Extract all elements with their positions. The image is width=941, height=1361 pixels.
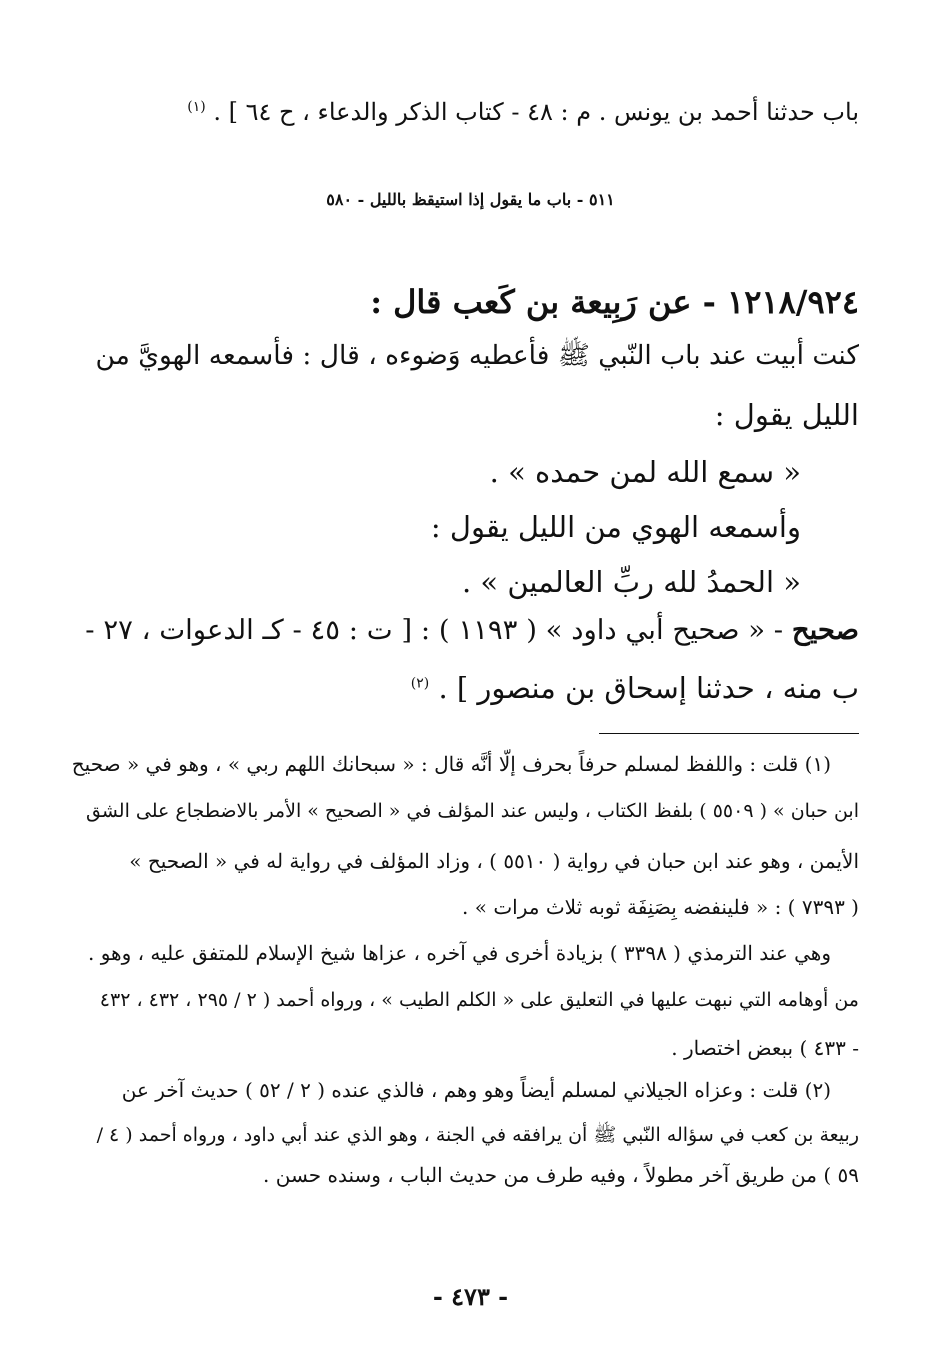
footnote-ref-2: (٢) [410, 675, 430, 692]
hadith-source-line [411, 671, 859, 705]
footnote-ref-1: (١) [187, 99, 206, 115]
page-number: - ٤٧٣ - [432, 1282, 509, 1311]
continuation-line [187, 98, 859, 126]
hadith-source-cont: ب منه ، حدثنا إسحاق بن منصور ] . [438, 671, 859, 705]
footnote-line: وهي عند الترمذي ( ٣٣٩٨ ) بزيادة أخرى في آخره ، عزاها شيخ الإسلام للمتفق عليه ، وهو . [88, 941, 831, 965]
hadith-grade: صحيح [791, 614, 859, 646]
footnote-line: ابن حبان » ( ٥٥٠٩ ) بلفظ الكتاب ، وليس عند المؤلف في « الصحيح » الأمر بالاضطجاع على الشق [85, 800, 859, 822]
footnote-divider [599, 733, 859, 734]
hadith-text-line: وأسمعه الهوي من الليل يقول : [430, 510, 801, 544]
hadith-text-line: « سمع الله لمن حمده » . [489, 455, 801, 489]
footnote-line: (٢) قلت : وعزاه الجيلاني لمسلم أيضاً وهو وهم ، فالذي عنده ( ٢ / ٥٢ ) حديث آخر عن [121, 1078, 831, 1102]
hadith-source: - « صحيح أبي داود » ( ١١٩٣ ) : [ ت : ٤٥ - كـ الدعوات ، ٢٧ - [85, 614, 792, 646]
footnote-line: ربيعة بن كعب في سؤاله النّبي ﷺ أن يرافقه في الجنة ، وهو الذي عند أبي داود ، ورواه أحمد ( ٤ / [96, 1124, 859, 1146]
footnote-line: - ٤٣٣ ) ببعض اختصار . [671, 1036, 859, 1060]
footnote-line: ٥٩ ) من طريق آخر مطولاً ، وفيه طرف من حديث الباب ، وسنده حسن . [263, 1163, 859, 1187]
footnote-line: الأيمن ، وهو عند ابن حبان في رواية ( ٥٥١٠ ) ، وزاد المؤلف في رواية له في « الصحيح » [129, 849, 859, 873]
footnote-line: ( ٧٣٩٣ ) : « فلينفضه بِصَنِفَة ثوبه ثلاث مرات » . [462, 895, 859, 919]
chapter-title: ٥١١ - باب ما يقول إذا استيقظ بالليل - ٥٨٠ [326, 190, 615, 209]
hadith-text-line: « الحمدُ لله ربِّ العالمين » . [461, 565, 801, 599]
footnote-line: (١) قلت : واللفظ لمسلم حرفاً بحرف إلّا أنَّه قال : « سبحانك اللهم ربي » ، وهو في « صحيح [71, 752, 831, 776]
continuation-text: باب حدثنا أحمد بن يونس . م : ٤٨ - كتاب الذكر والدعاء ، ح ٦٤ ] . [213, 98, 859, 126]
hadith-grading-line [85, 614, 859, 646]
hadith-heading: ١٢١٨/٩٢٤ - عن رَبِيعة بن كَعب قال : [370, 283, 859, 321]
hadith-text-line: كنت أبيت عند باب النّبي ﷺ فأعطيه وَضوءه ، قال : فأسمعه الهويَّ من [95, 340, 859, 371]
footnote-line: من أوهامه التي نبهت عليها في التعليق على « الكلم الطيب » ، ورواه أحمد ( ٢ / ٢٩٥ ، ٤٣٢ ، ٤٣٢ [99, 989, 859, 1011]
hadith-text-line: الليل يقول : [714, 398, 859, 432]
